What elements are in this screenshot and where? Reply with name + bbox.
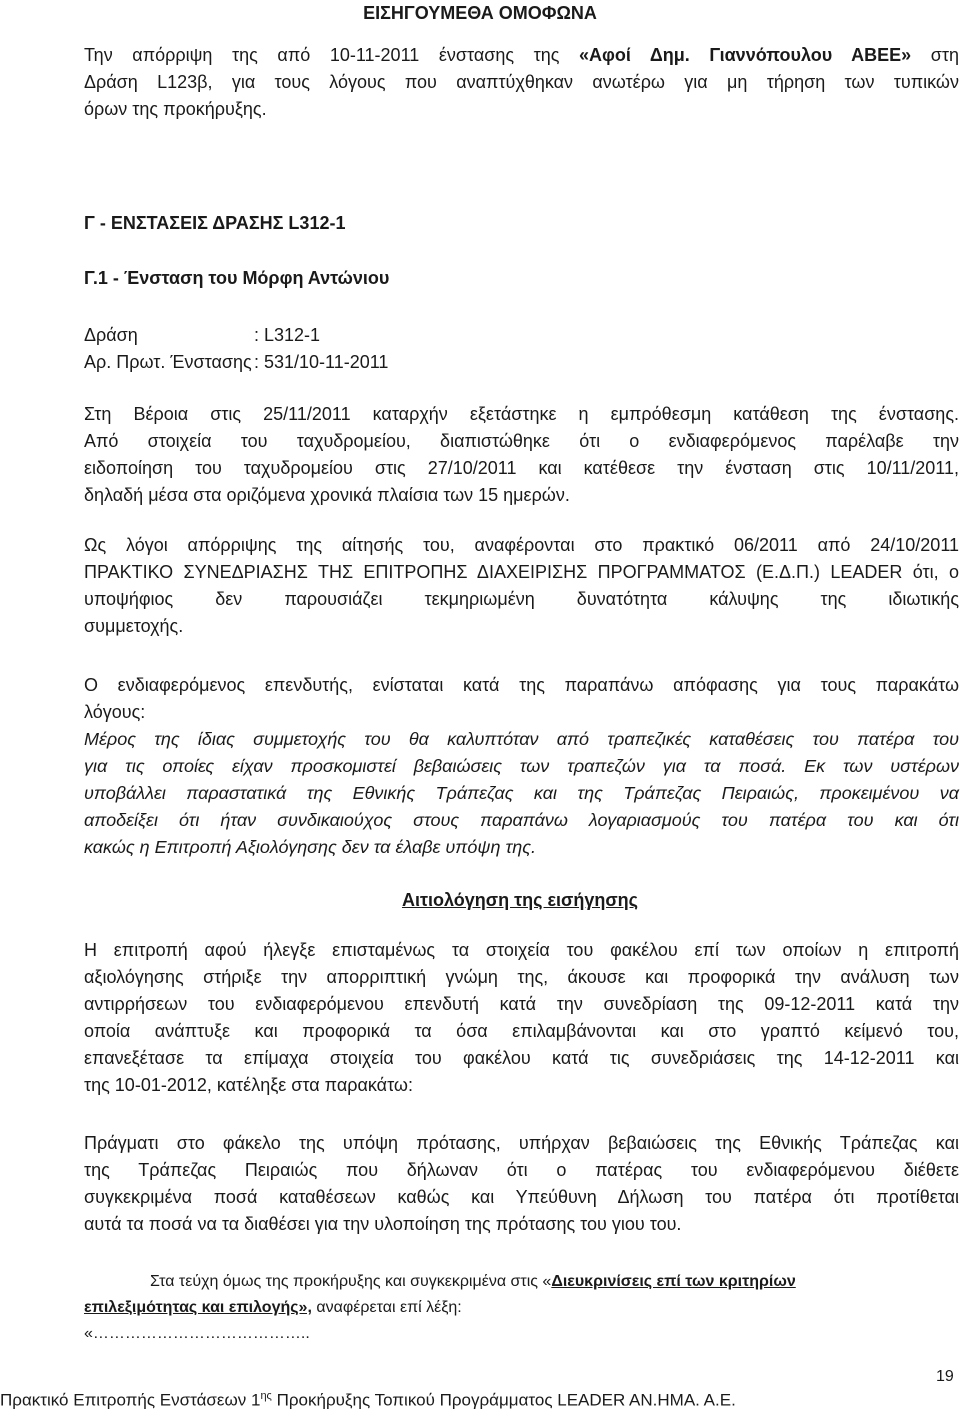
para6-line-3: «………………………………….. [84, 1325, 310, 1342]
justification-heading: Αιτιολόγηση της εισήγησης [401, 890, 639, 910]
para5-line-1: Πράγματι στο φάκελο της υπόψη πρότασης, υπήρχαν βεβαιώσεις της Εθνικής Τράπεζας και [84, 1133, 959, 1153]
detail-protocol [84, 349, 388, 376]
para4-line-4: οποία ανάπτυξε και προφορικά τα όσα επιλαμβάνονται και στο γραπτό κείμενό του, [84, 1021, 959, 1041]
company-name: «Αφοί Δημ. Γιαννόπουλου ΑΒΕΕ» [579, 45, 912, 65]
para3-line-2: λόγους: [84, 702, 146, 722]
para5-line-4: αυτά τα ποσά να τα διαθέσει για την υλοποίηση της πρότασης του γιου του. [84, 1214, 682, 1234]
protocol-label: Αρ. Πρωτ. Ένστασης [84, 352, 252, 372]
section-subheading: Γ.1 - Ένσταση του Μόρφη Αντώνιου [84, 268, 390, 288]
clarifications-title: Διευκρινίσεις επί των κριτηρίων [551, 1273, 796, 1290]
para3-line-7: κακώς η Επιτροπή Αξιολόγησης δεν τα έλαβε υπόψη της. [84, 837, 536, 857]
section-heading: Γ - ΕΝΣΤΑΣΕΙΣ ΔΡΑΣΗΣ L312-1 [84, 213, 346, 233]
protocol-value: : 531/10-11-2011 [254, 352, 389, 372]
para1-line-3: ειδοποίηση του ταχυδρομείου στις 27/10/2011 και κατέθεσε την ένσταση στις 10/11/2011, [84, 458, 959, 478]
intro-line-2: Δράση L123β, για τους λόγους που αναπτύχθηκαν ανωτέρω για μη τήρηση των τυπικών [84, 72, 959, 92]
para6-line-2: επιλεξιμότητας και επιλογής», αναφέρεται επί λέξη: [84, 1299, 462, 1316]
intro-line-1: Την απόρριψη της από 10-11-2011 ένστασης της «Αφοί Δημ. Γιαννόπουλου ΑΒΕΕ» στη [84, 45, 959, 65]
para2-line-1: Ως λόγοι απόρριψης της αίτησής του, αναφέρονται στο πρακτικό 06/2011 από 24/10/2011 [84, 535, 959, 555]
page-footer: Πρακτικό Επιτροπής Ενστάσεων $1^{\eta\varsigma}$ Προκήρυξης Τοπικού Προγράμματος LEADER AN.HMA. A.E. [0, 1390, 736, 1410]
para5-line-3: συγκεκριμένα ποσά καταθέσεων καθώς και Υπεύθυνη Δήλωση του πατέρα ότι προτίθεται [84, 1187, 959, 1207]
clarifications-title-cont: επιλεξιμότητας και επιλογής», [84, 1299, 312, 1316]
intro-line-3: όρων της προκήρυξης. [84, 99, 267, 119]
detail-action [84, 322, 320, 349]
para3-line-6: αποδείξει ότι ήταν συνδικαιούχος στους παραπάνω λογαριασμούς του πατέρα του και ότι [84, 810, 959, 830]
para4-line-1: Η επιτροπή αφού ήλεγξε επισταμένως τα στοιχεία του φακέλου επί των οποίων η επιτροπή [84, 940, 959, 960]
para3-line-1: Ο ενδιαφερόμενος επενδυτής, ενίσταται κατά της παραπάνω απόφασης για τους παρακάτω [84, 675, 959, 695]
action-value: : L312-1 [254, 325, 321, 345]
para1-line-4: δηλαδή μέσα στα οριζόμενα χρονικά πλαίσια των 15 ημερών. [84, 485, 570, 505]
para1-line-1: Στη Βέροια στις 25/11/2011 καταρχήν εξετάστηκε η εμπρόθεσμη κατάθεση της ένστασης. [84, 404, 959, 424]
para2-line-3: υποψήφιος δεν παρουσιάζει τεκμηριωμένη δυνατότητα κάλυψης της ιδιωτικής [84, 589, 959, 609]
para2-line-2: ΠΡΑΚΤΙΚΟ ΣΥΝΕΔΡΙΑΣΗΣ ΤΗΣ ΕΠΙΤΡΟΠΗΣ ΔΙΑΧΕΙΡΙΣΗΣ ΠΡΟΓΡΑΜΜΑΤΟΣ (Ε.Δ.Π.) LEADER ότι, ο [84, 562, 959, 582]
para4-line-3: αντιρρήσεων του ενδιαφερόμενου επενδυτή κατά την συνεδρίαση της 09-12-2011 κατά την [84, 994, 959, 1014]
para2-line-4: συμμετοχής. [84, 616, 184, 636]
para4-line-2: αξιολόγησης στήριξε την απορριπτική γνώμη της, άκουσε και προφορικά την ανάλυση των [84, 967, 959, 987]
footer-superscript: ης [260, 1390, 272, 1402]
para4-line-5: επανεξέτασε τα επίμαχα στοιχεία του φακέλου κατά τις συνεδριάσεις της 14-12-2011 και [84, 1048, 959, 1068]
para4-line-6: της 10-01-2012, κατέληξε στα παρακάτω: [84, 1075, 413, 1095]
page-number: 19 [936, 1368, 954, 1385]
para6-line-1: Στα τεύχη όμως της προκήρυξης και συγκεκριμένα στις «Διευκρινίσεις επί των κριτηρίων [150, 1273, 796, 1290]
para1-line-2: Από στοιχεία του ταχυδρομείου, διαπιστώθηκε ότι ο ενδιαφερόμενος παρέλαβε την [84, 431, 959, 451]
para3-line-3: Μέρος της ίδιας συμμετοχής του θα καλυπτόταν από τραπεζικές καταθέσεις του πατέρα του [84, 729, 959, 749]
page-header-title: ΕΙΣΗΓΟΥΜΕΘΑ ΟΜΟΦΩΝΑ [363, 3, 597, 23]
action-label: Δράση [84, 325, 138, 345]
para5-line-2: της Τράπεζας Πειραιώς που δήλωναν ότι ο πατέρας του ενδιαφερόμενου διέθετε [84, 1160, 959, 1180]
para3-line-5: υποβάλλει παραστατικά της Εθνικής Τράπεζας και της Τράπεζας Πειραιώς, προκειμένου να [84, 783, 959, 803]
para3-line-4: για τις οποίες είχαν προσκομιστεί βεβαιώσεις των τραπεζών για τα ποσά. Εκ των υστέρων [84, 756, 959, 776]
